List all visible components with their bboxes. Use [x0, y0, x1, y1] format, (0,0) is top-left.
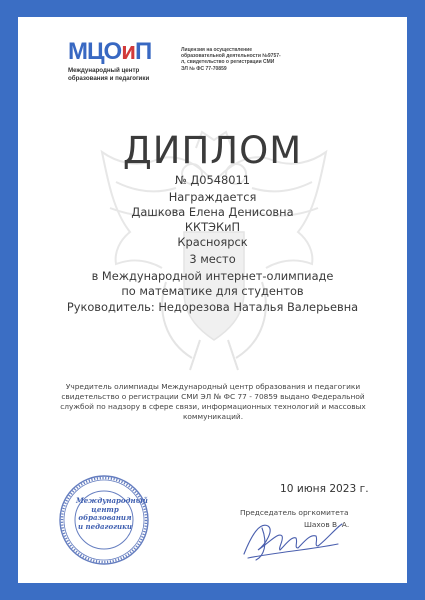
- event-subject: по математике для студентов: [121, 284, 304, 298]
- logo-subtitle: Международный центр образования и педагогики: [68, 67, 150, 82]
- logo-mark-accent: и: [121, 38, 135, 65]
- award-place: 3 место: [189, 252, 236, 266]
- supervisor-line: Руководитель: Недорезова Наталья Валерьевна: [66, 300, 359, 314]
- chair-signature: [238, 514, 346, 564]
- stamp-center-text: Международный центр образования и педагогики: [76, 496, 148, 531]
- chair-label: Председатель оргкомитета: [240, 508, 349, 517]
- logo-mark: [68, 40, 151, 64]
- logo-mark-main: МЦО: [68, 38, 122, 65]
- event-name: в Международной интернет-олимпиаде: [91, 269, 334, 283]
- recipient-organization: ККТЭКиП: [184, 220, 241, 234]
- founder-statement: Учредитель олимпиады Международный центр образования и педагогики свидетельство о регистрации СМИ ЭЛ № ФС 77 - 70859 выдано Федеральной службой по надзору в сфере связи, информационных технологий и массовых коммуникаций.: [60, 382, 366, 421]
- awarded-label: Награждается: [168, 190, 257, 204]
- recipient-city: Красноярск: [177, 235, 248, 249]
- logo-mark-end: П: [134, 38, 152, 65]
- recipient-name: Дашкова Елена Денисовна: [131, 205, 294, 219]
- license-text: Лицензия на осуществление образовательной деятельности №9757-л, свидетельство о регистрации СМИ ЭЛ № ФС 77-70859: [181, 47, 281, 72]
- diploma-sheet: [18, 17, 407, 583]
- diploma-number: № Д0548011: [174, 173, 251, 187]
- chair-name: Шахов В. А.: [304, 520, 350, 529]
- diploma-title: ДИПЛОМ: [122, 129, 303, 172]
- issue-date: 10 июня 2023 г.: [280, 483, 369, 495]
